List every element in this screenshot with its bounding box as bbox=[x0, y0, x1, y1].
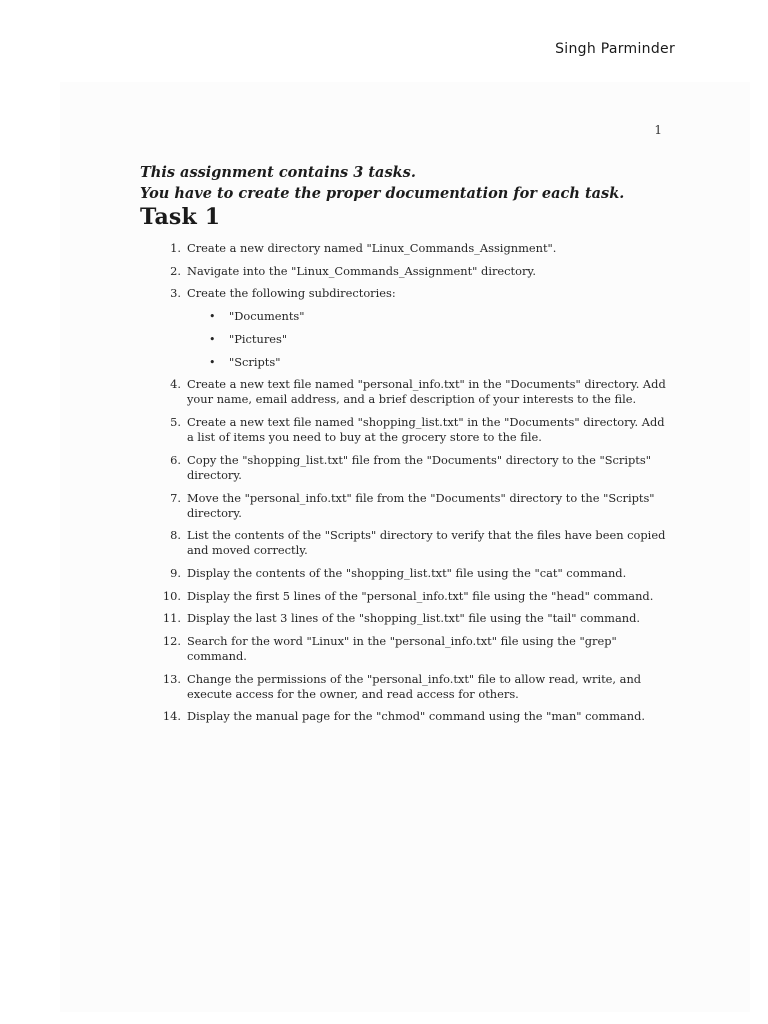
author-name: Singh Parminder bbox=[555, 41, 675, 57]
task-item bbox=[148, 528, 668, 558]
task-item-text: Create a new directory named "Linux_Commands_Assignment". bbox=[187, 241, 557, 255]
task-item bbox=[148, 241, 668, 256]
intro-line-2: You have to create the proper documentation for each task. bbox=[140, 185, 625, 202]
bullet-icon: • bbox=[209, 333, 216, 347]
page-number: 1 bbox=[654, 123, 662, 137]
task-item bbox=[148, 709, 668, 724]
task-item-number: 11. bbox=[162, 611, 181, 626]
task-item-number: 13. bbox=[162, 671, 181, 686]
task-item-number: 8. bbox=[170, 528, 181, 543]
intro-line-1: This assignment contains 3 tasks. bbox=[140, 164, 416, 181]
task-item bbox=[148, 264, 668, 279]
subdirectory-list bbox=[187, 309, 668, 369]
subdirectory-item bbox=[187, 332, 668, 347]
subdirectory-item bbox=[187, 355, 668, 370]
task-item bbox=[148, 611, 668, 626]
task-item-number: 10. bbox=[162, 588, 181, 603]
task-item-number: 2. bbox=[170, 263, 181, 278]
task-item-number: 6. bbox=[170, 452, 181, 467]
subdirectory-name: "Scripts" bbox=[229, 354, 281, 369]
task-item-number: 14. bbox=[162, 709, 181, 724]
task-item-text: Display the contents of the "shopping_list.txt" file using the "cat" command. bbox=[187, 565, 627, 580]
task-item bbox=[148, 634, 668, 664]
bullet-icon: • bbox=[209, 355, 216, 369]
task-item bbox=[148, 453, 668, 483]
task-item-text: Display the last 3 lines of the "shopping_list.txt" file using the "tail" command. bbox=[187, 611, 641, 626]
task-item bbox=[148, 491, 668, 521]
task-item bbox=[148, 589, 668, 604]
task-item bbox=[148, 566, 668, 581]
task-item-number: 4. bbox=[170, 377, 181, 392]
task-item bbox=[148, 672, 668, 702]
task-item-text: List the contents of the "Scripts" directory to verify that the files have been copied and moved correctly. bbox=[187, 528, 666, 558]
task-item bbox=[148, 286, 668, 369]
task-list bbox=[148, 241, 668, 732]
task-item-text: Display the first 5 lines of the "personal_info.txt" file using the "head" command. bbox=[187, 588, 654, 603]
subdirectory-name: "Documents" bbox=[229, 309, 305, 324]
subdirectory-name: "Pictures" bbox=[229, 332, 288, 347]
task-item bbox=[148, 377, 668, 407]
assignment-intro bbox=[140, 162, 700, 204]
task-item-text: Move the "personal_info.txt" file from the "Documents" directory to the "Scripts" directory. bbox=[187, 490, 655, 520]
task-item-text: Create a new text file named "personal_info.txt" in the "Documents" directory. Add your name, email address, and a brief description of your interests to the file. bbox=[187, 377, 666, 407]
task-item-text: Copy the "shopping_list.txt" file from the "Documents" directory to the "Scripts" directory. bbox=[187, 452, 651, 482]
task-item-text: Create the following subdirectories: bbox=[187, 286, 396, 301]
task-item-text: Navigate into the "Linux_Commands_Assignment" directory. bbox=[187, 263, 536, 278]
task-item-number: 12. bbox=[162, 633, 181, 648]
task-item-text: Search for the word "Linux" in the "personal_info.txt" file using the "grep" command. bbox=[187, 633, 617, 663]
subdirectory-item bbox=[187, 309, 668, 324]
task-item-text: Display the manual page for the "chmod" command using the "man" command. bbox=[187, 709, 646, 724]
task-item-number: 3. bbox=[170, 286, 181, 301]
task-item-text: Create a new text file named "shopping_list.txt" in the "Documents" directory. Add a list of items you need to buy at the grocery store to the file. bbox=[187, 415, 665, 445]
task-item-number: 1. bbox=[170, 241, 181, 255]
task-heading: Task 1 bbox=[140, 204, 221, 230]
bullet-icon: • bbox=[209, 310, 216, 324]
task-item-number: 7. bbox=[170, 490, 181, 505]
task-item-text: Change the permissions of the "personal_info.txt" file to allow read, write, and execute access for the owner, and read access for others. bbox=[187, 671, 642, 701]
task-item-number: 5. bbox=[170, 415, 181, 430]
task-item bbox=[148, 415, 668, 445]
task-item-number: 9. bbox=[170, 565, 181, 580]
